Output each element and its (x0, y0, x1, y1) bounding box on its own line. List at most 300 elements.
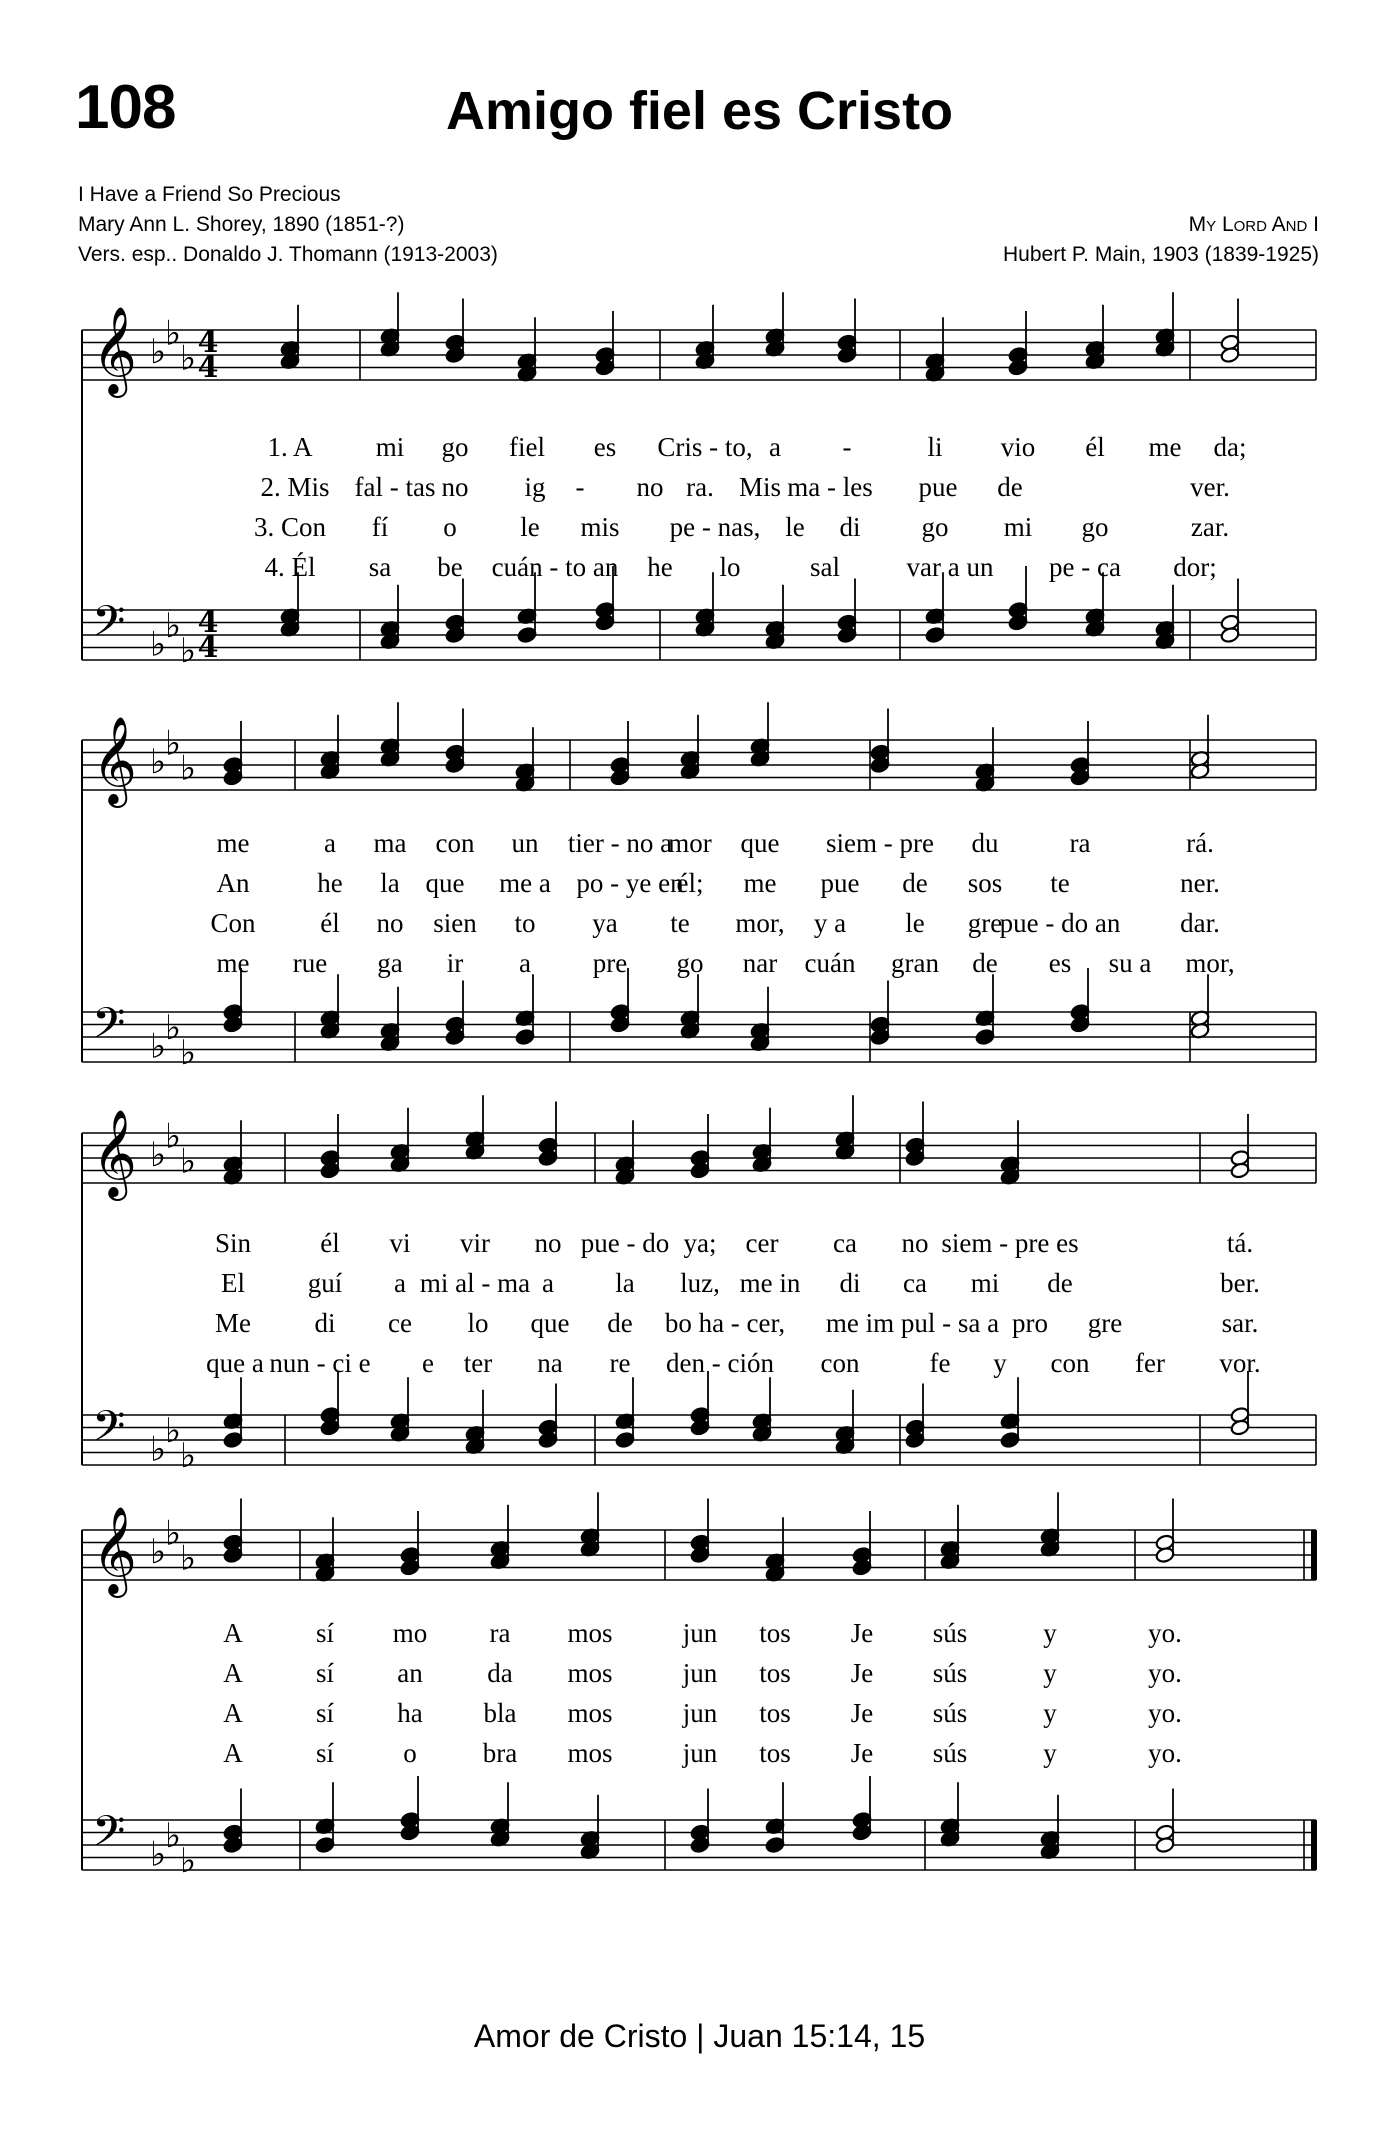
lyric-syllable: que a (206, 1348, 264, 1378)
note-chord (223, 1789, 243, 1854)
note-chord (765, 292, 785, 357)
lyric-syllable: pue (820, 868, 860, 898)
lyric-syllable: zar. (1190, 512, 1230, 542)
lyric-syllable: ha (397, 1698, 423, 1728)
lyric-syllable: es (1048, 948, 1072, 978)
lyric-syllable: un (511, 828, 539, 858)
treble-staff (82, 1095, 1316, 1201)
lyric-syllable: de (997, 472, 1023, 502)
lyric-syllable: vir (460, 1228, 490, 1258)
notehead (1008, 359, 1028, 376)
lyric-syllable: da; (1213, 432, 1247, 462)
note-chord (690, 1114, 710, 1179)
lyric-syllable: y (1043, 1698, 1057, 1728)
notehead (445, 756, 465, 773)
lyric-syllable: yo. (1148, 1738, 1182, 1768)
lyric-syllable: mor, (735, 908, 785, 938)
lyric-syllable: pue - do an (999, 908, 1121, 938)
note-chord (905, 1102, 925, 1167)
flat-icon: ♭ (165, 723, 182, 764)
note-chord (517, 317, 537, 382)
lyric-syllable: siem - pre (826, 828, 934, 858)
notehead (595, 359, 615, 376)
lyric-syllable: ra (489, 1618, 511, 1648)
notehead (610, 1016, 630, 1033)
flat-icon: ♭ (180, 1435, 197, 1476)
lyric-syllable: tos (759, 1738, 791, 1768)
lyric-syllable: go (441, 432, 469, 462)
lyric-syllable: yo. (1148, 1618, 1182, 1648)
treble-staff (82, 702, 1316, 808)
note-chord (380, 987, 400, 1052)
lyric-syllable: Je (850, 1738, 874, 1768)
lyric-syllable: ya (592, 908, 618, 938)
lyric-syllable: siem - pre es (941, 1228, 1079, 1258)
flat-icon: ♭ (180, 1840, 197, 1881)
treble-staff (82, 1492, 1317, 1598)
lyric-syllable: sí (315, 1698, 335, 1728)
note-chord (1230, 1371, 1250, 1436)
lyric-syllable: la (615, 1268, 635, 1298)
lyric-syllable: Je (850, 1658, 874, 1688)
notehead (538, 1149, 558, 1166)
lyric-syllable: mos (567, 1738, 613, 1768)
lyric-syllable: cuán (804, 948, 856, 978)
lyric-syllable: él (320, 908, 340, 938)
lyric-syllable: pue - do (580, 1228, 670, 1258)
note-chord (280, 305, 300, 370)
lyric-syllable: he (647, 552, 673, 582)
lyric-syllable: rue (292, 948, 328, 978)
lyric-syllable: cuán - to an (491, 552, 619, 582)
lyric-syllable: de (972, 948, 998, 978)
lyric-syllable: me (216, 948, 250, 978)
lyric-syllable: y (993, 1348, 1007, 1378)
lyric-syllable: Je (850, 1618, 874, 1648)
lyric-syllable: El (221, 1268, 245, 1298)
lyric-syllable: sí (315, 1658, 335, 1688)
note-chord (940, 1505, 960, 1570)
notehead (905, 1149, 925, 1166)
notehead (870, 1028, 890, 1045)
time-signature-digit: 4 (197, 350, 219, 385)
lyric-syllable: Je (850, 1698, 874, 1728)
treble-clef-icon: 𝄞 (92, 1108, 137, 1197)
flat-icon: ♭ (150, 1429, 167, 1470)
credits-left (78, 180, 498, 270)
lyric-syllable: le (785, 512, 805, 542)
flat-icon: ♭ (150, 1532, 167, 1572)
lyric-syllable: ig (524, 472, 546, 502)
flat-icon: ♭ (150, 1834, 167, 1875)
note-chord (515, 727, 535, 792)
note-chord (1155, 1499, 1175, 1564)
notehead (320, 1162, 340, 1179)
lyric-syllable: lo (719, 552, 741, 582)
notehead (870, 756, 890, 773)
lyric-syllable: dar. (1180, 908, 1220, 938)
lyric-syllable: mi (1003, 512, 1033, 542)
lyric-syllable: guí (307, 1268, 343, 1298)
lyric-syllable: te (1050, 868, 1070, 898)
credits-right (1003, 210, 1319, 270)
notehead (223, 769, 243, 786)
lyric-syllable: de (902, 868, 928, 898)
note-chord (380, 585, 400, 650)
notehead (445, 1028, 465, 1045)
note-chord (1220, 299, 1240, 364)
note-chord (320, 974, 340, 1039)
note-chord (315, 1782, 335, 1853)
notehead (852, 1824, 872, 1841)
lyric-syllable: gre (967, 908, 1003, 938)
note-chord (223, 1377, 243, 1448)
lyric-syllable: an (397, 1658, 423, 1688)
flat-icon: ♭ (165, 1815, 182, 1856)
notehead (837, 346, 857, 363)
lyric-syllable: sar. (1221, 1308, 1259, 1338)
treble-clef-icon: 𝄞 (92, 305, 137, 394)
lyric-syllable: nun - ci e (269, 1348, 371, 1378)
lyric-syllable: sús (932, 1698, 968, 1728)
lyric-syllable: 4. Él (264, 552, 316, 582)
lyric-syllable: Me (215, 1308, 251, 1338)
notehead (905, 1431, 925, 1448)
note-chord (835, 1095, 855, 1160)
note-chord (615, 1120, 635, 1185)
lyric-syllable: sús (932, 1738, 968, 1768)
lyric-syllable: que (425, 868, 465, 898)
note-chord (835, 1390, 855, 1455)
notehead (1070, 1016, 1090, 1033)
notehead (1070, 769, 1090, 786)
lyric-syllable: de (1047, 1268, 1073, 1298)
lyric-syllable: A (223, 1738, 243, 1768)
lyric-syllable: ber. (1220, 1268, 1260, 1298)
note-chord (750, 702, 770, 767)
lyric-syllable: gre (1087, 1308, 1123, 1338)
lyric-syllable: sien (433, 908, 477, 938)
lyric-syllable: sa (368, 552, 392, 582)
lyric-syllable: jun (682, 1738, 718, 1768)
lyric-syllable: vio (1000, 432, 1036, 462)
lyric-syllable: no (376, 908, 404, 938)
lyric-syllable: e (422, 1348, 434, 1378)
lyric-syllable: con (1050, 1348, 1090, 1378)
lyric-syllable: ra. (686, 472, 714, 502)
lyric-syllable: mi (375, 432, 405, 462)
lyric-syllable: fal - tas (354, 472, 436, 502)
music-system-2 (0, 680, 1399, 1132)
note-chord (445, 579, 465, 644)
flat-icon: ♭ (165, 1410, 182, 1451)
flat-icon: ♭ (165, 605, 182, 646)
lyric-syllable: con (820, 1348, 860, 1378)
lyric-syllable: mos (567, 1658, 613, 1688)
lyric-syllable: du (971, 828, 999, 858)
note-chord (765, 1517, 785, 1582)
lyric-syllable: go (1081, 512, 1109, 542)
lyric-syllable: mos (567, 1618, 613, 1648)
note-chord (1000, 1377, 1020, 1448)
note-chord (1155, 292, 1175, 357)
lyric-syllable: sí (315, 1618, 335, 1648)
lyric-syllable: tos (759, 1698, 791, 1728)
final-bar-thick (1311, 1530, 1317, 1580)
lyric-syllable: rá. (1186, 828, 1214, 858)
note-chord (320, 715, 340, 780)
lyric-syllable: mos (567, 1698, 613, 1728)
notehead (975, 1028, 995, 1045)
lyric-syllable: él (320, 1228, 340, 1258)
lyric-syllable: de (607, 1308, 633, 1338)
note-chord (837, 579, 857, 644)
notehead (400, 1824, 420, 1841)
flat-icon: ♭ (165, 1513, 182, 1554)
lyric-syllable: dor; (1173, 552, 1217, 582)
lyric-syllable: Con (210, 908, 256, 938)
lyric-syllable: tos (759, 1618, 791, 1648)
note-chord (752, 1377, 772, 1442)
note-chord (1008, 566, 1028, 631)
note-chord (750, 987, 770, 1052)
notehead (837, 626, 857, 643)
lyric-syllable: pe - nas, (669, 512, 761, 542)
notehead (690, 1419, 710, 1436)
author-credit: Mary Ann L. Shorey, 1890 (1851-?) (78, 213, 405, 236)
note-chord (695, 305, 715, 370)
lyric-syllable: fer (1135, 1348, 1165, 1378)
note-chord (852, 1776, 872, 1841)
note-chord (1155, 1789, 1175, 1854)
lyric-syllable: fí (371, 512, 389, 542)
notehead (223, 1546, 243, 1563)
lyric-syllable: y (1043, 1658, 1057, 1688)
lyric-syllable: ter (463, 1348, 493, 1378)
lyric-syllable: yo. (1148, 1698, 1182, 1728)
note-chord (905, 1384, 925, 1449)
notehead (223, 1836, 243, 1853)
lyric-syllable: re (609, 1348, 631, 1378)
lyric-syllable: sús (932, 1658, 968, 1688)
notehead (690, 1836, 710, 1853)
hymn-number: 108 (75, 73, 176, 142)
lyric-syllable: gran (891, 948, 939, 978)
lyric-syllable: tier - no a (567, 828, 673, 858)
flat-icon: ♭ (150, 742, 167, 782)
lyric-syllable: y a (813, 908, 847, 938)
note-chord (465, 1390, 485, 1455)
note-chord (380, 702, 400, 767)
lyric-syllable: pe - ca (1049, 552, 1121, 582)
lyric-syllable: bra (482, 1738, 518, 1768)
lyric-syllable: mor (668, 828, 712, 858)
note-chord (400, 1511, 420, 1576)
flat-icon: ♭ (150, 1135, 167, 1175)
lyric-syllable: vor. (1219, 1348, 1261, 1378)
lyric-syllable: mi al - ma (419, 1268, 531, 1298)
note-chord (580, 1795, 600, 1860)
note-chord (1008, 311, 1028, 376)
lyric-syllable: le (520, 512, 540, 542)
lyric-syllable: he (317, 868, 343, 898)
hymn-title: Amigo fiel es Cristo (445, 81, 954, 141)
lyric-syllable: pre (592, 948, 628, 978)
lyric-syllable: lo (467, 1308, 489, 1338)
lyric-syllable: Mis (738, 472, 782, 502)
note-chord (390, 1108, 410, 1173)
lyric-syllable: y (1043, 1738, 1057, 1768)
notehead (1230, 1162, 1250, 1179)
lyric-syllable: Cris - to, (657, 432, 753, 462)
lyric-syllable: es (593, 432, 617, 462)
notehead (690, 1162, 710, 1179)
note-chord (490, 1505, 510, 1570)
lyric-syllable: yo. (1148, 1658, 1182, 1688)
bass-clef-icon: 𝄢 (92, 999, 126, 1059)
lyric-syllable: mis (580, 512, 620, 542)
lyric-syllable: - (842, 432, 852, 462)
lyric-syllable: te (670, 908, 690, 938)
note-chord (695, 572, 715, 637)
lyric-syllable: no (534, 1228, 562, 1258)
lyric-syllable: An (216, 868, 250, 898)
notehead (445, 346, 465, 363)
notehead (1155, 1836, 1175, 1853)
flat-icon: ♭ (180, 1538, 197, 1579)
note-chord (490, 1782, 510, 1847)
lyric-syllable: A (223, 1658, 243, 1688)
bass-clef-icon: 𝄢 (92, 1807, 126, 1867)
lyric-syllable: den - ción (666, 1348, 774, 1378)
final-bar-thick (1311, 1820, 1317, 1870)
note-chord (680, 974, 700, 1039)
note-chord (445, 299, 465, 364)
lyric-syllable: A (223, 1618, 243, 1648)
note-chord (1190, 715, 1210, 780)
note-chord (223, 721, 243, 786)
lyric-syllable: a (769, 432, 781, 462)
lyric-syllable: ra (1069, 828, 1091, 858)
note-chord (380, 292, 400, 357)
lyric-syllable: - (575, 472, 585, 502)
lyric-syllable: go (921, 512, 949, 542)
flat-icon: ♭ (180, 338, 197, 379)
lyric-syllable: ca (903, 1268, 927, 1298)
lyric-syllable: ya; (683, 1228, 717, 1258)
lyric-syllable: fe (929, 1348, 951, 1378)
lyric-syllable: var a un (906, 552, 994, 582)
lyric-syllable: fiel (509, 432, 545, 462)
notehead (538, 1431, 558, 1448)
note-chord (315, 1517, 335, 1582)
note-chord (870, 709, 890, 774)
notehead (223, 1016, 243, 1033)
note-chord (465, 1095, 485, 1160)
lyric-syllable: no (636, 472, 664, 502)
lyric-syllable: me a (499, 868, 551, 898)
footer-topic-reference: Amor de Cristo | Juan 15:14, 15 (473, 2018, 926, 2054)
lyric-syllable: li (927, 432, 943, 462)
flat-icon: ♭ (150, 624, 167, 665)
lyric-syllable: bla (483, 1698, 517, 1728)
notehead (315, 1836, 335, 1853)
bass-clef-icon: 𝄢 (92, 597, 126, 657)
note-chord (752, 1108, 772, 1173)
note-chord (852, 1511, 872, 1576)
lyric-syllable: a (394, 1268, 406, 1298)
lyric-syllable: tos (759, 1658, 791, 1688)
flat-icon: ♭ (180, 748, 197, 789)
lyric-syllable: cer (745, 1228, 779, 1258)
bass-clef-icon: 𝄢 (92, 1402, 126, 1462)
lyric-syllable: 2. Mis (260, 472, 330, 502)
lyric-syllable: tá. (1226, 1228, 1254, 1258)
notehead (925, 626, 945, 643)
translator-credit: Vers. esp.. Donaldo J. Thomann (1913-2003) (78, 243, 498, 266)
lyric-syllable: me in (739, 1268, 801, 1298)
notehead (223, 1431, 243, 1448)
notehead (515, 1028, 535, 1045)
note-chord (615, 1377, 635, 1448)
note-chord (940, 1782, 960, 1847)
lyric-syllable: ca (833, 1228, 857, 1258)
lyric-syllable: me (1148, 432, 1182, 462)
lyric-syllable: po - ye en (576, 868, 684, 898)
notehead (320, 1419, 340, 1436)
lyric-syllable: o (443, 512, 457, 542)
notehead (400, 1559, 420, 1576)
english-title: I Have a Friend So Precious (78, 183, 341, 206)
lyric-syllable: be (437, 552, 463, 582)
lyric-syllable: ner. (1180, 868, 1220, 898)
note-chord (765, 585, 785, 650)
lyric-syllable: ce (388, 1308, 412, 1338)
notehead (595, 614, 615, 631)
note-chord (320, 1371, 340, 1436)
notehead (1008, 614, 1028, 631)
notehead (765, 1836, 785, 1853)
lyric-syllable: A (223, 1698, 243, 1728)
note-chord (1040, 1795, 1060, 1860)
lyric-syllable: su a (1108, 948, 1152, 978)
bass-staff (82, 1371, 1316, 1476)
lyric-syllable: sí (315, 1738, 335, 1768)
note-chord (538, 1102, 558, 1167)
lyric-syllable: bo ha - cer, (664, 1308, 786, 1338)
lyric-syllable: pue (918, 472, 958, 502)
treble-clef-icon: 𝄞 (92, 1505, 137, 1594)
lyric-syllable: con (435, 828, 475, 858)
note-chord (445, 709, 465, 774)
lyric-syllable: Sin (214, 1228, 252, 1258)
flat-icon: ♭ (180, 1141, 197, 1182)
bass-staff (82, 1776, 1317, 1881)
flat-icon: ♭ (180, 1032, 197, 1073)
note-chord (690, 1371, 710, 1436)
note-chord (837, 299, 857, 364)
note-chord (690, 1499, 710, 1564)
note-chord (223, 1120, 243, 1185)
note-chord (1230, 1114, 1250, 1179)
lyric-syllable: le (905, 908, 925, 938)
note-chord (975, 974, 995, 1045)
flat-icon: ♭ (165, 1007, 182, 1048)
notehead (1220, 346, 1240, 363)
note-chord (320, 1114, 340, 1179)
note-chord (1190, 974, 1210, 1039)
lyric-syllable: sal (810, 552, 840, 582)
